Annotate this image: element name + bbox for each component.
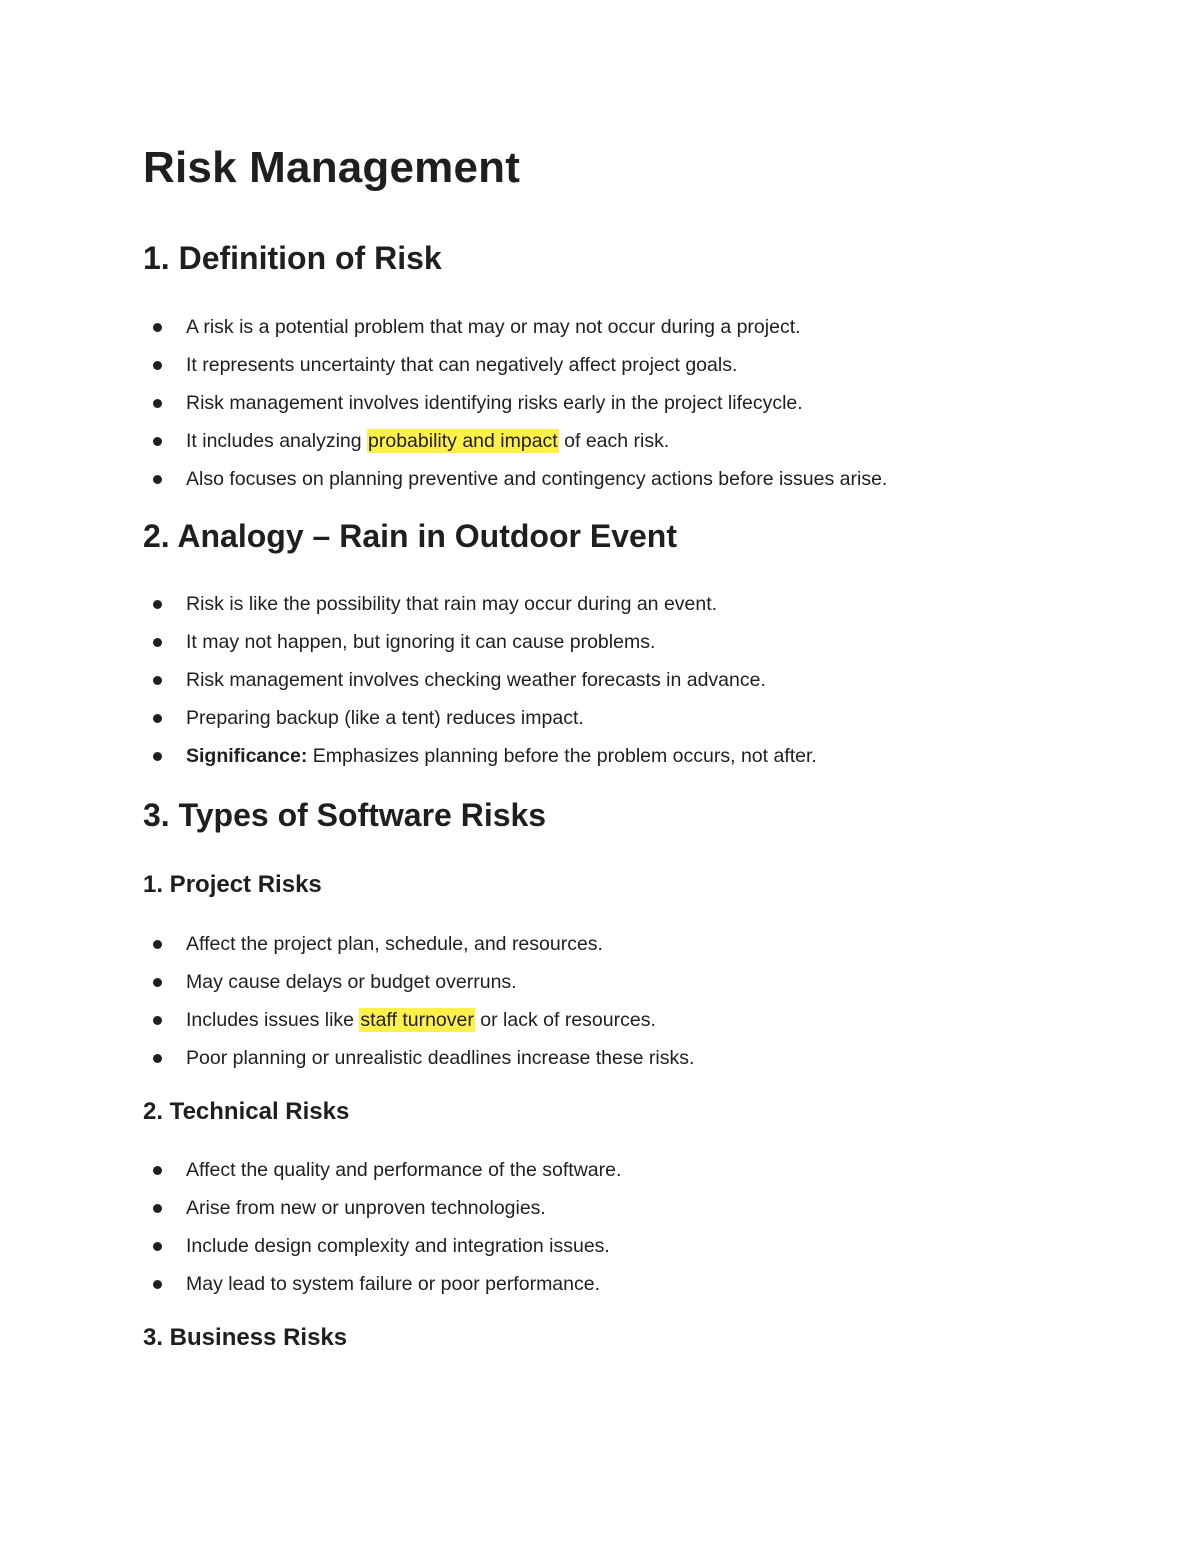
section-heading-definition: 1. Definition of Risk [143, 240, 442, 276]
bullet-icon [153, 1242, 162, 1251]
list-item: Arise from new or unproven technologies. [143, 1189, 1043, 1227]
section-heading-analogy: 2. Analogy – Rain in Outdoor Event [143, 518, 677, 554]
subsection-heading-project-risks: 1. Project Risks [143, 871, 322, 898]
highlighted-text: probability and impact [368, 430, 558, 452]
analogy-list [143, 585, 1043, 775]
bullet-icon [153, 940, 162, 949]
list-item: A risk is a potential problem that may or may not occur during a project. [143, 308, 1043, 346]
list-item: Poor planning or unrealistic deadlines increase these risks. [143, 1039, 1043, 1077]
list-item: Affect the project plan, schedule, and resources. [143, 925, 1043, 963]
subsection-heading-business-risks: 3. Business Risks [143, 1324, 348, 1351]
list-item: Preparing backup (like a tent) reduces impact. [143, 699, 1043, 737]
bullet-icon [153, 1280, 162, 1289]
list-item: Include design complexity and integration issues. [143, 1227, 1043, 1265]
list-item: May cause delays or budget overruns. [143, 963, 1043, 1001]
bullet-icon [153, 676, 162, 685]
bullet-icon [153, 361, 162, 370]
highlighted-text: staff turnover [360, 1009, 474, 1031]
bullet-icon [153, 600, 162, 609]
technical-risks-list [143, 1151, 1043, 1303]
bullet-icon [153, 978, 162, 987]
bullet-icon [153, 1166, 162, 1175]
project-risks-list [143, 925, 1043, 1077]
list-item: It represents uncertainty that can negatively affect project goals. [143, 346, 1043, 384]
list-item: Affect the quality and performance of the software. [143, 1151, 1043, 1189]
list-item: Risk management involves checking weather forecasts in advance. [143, 661, 1043, 699]
list-item: Significance: Emphasizes planning before the problem occurs, not after. [143, 737, 1043, 775]
list-item: Risk is like the possibility that rain may occur during an event. [143, 585, 1043, 623]
list-item: May lead to system failure or poor performance. [143, 1265, 1043, 1303]
list-item: Risk management involves identifying risks early in the project lifecycle. [143, 384, 1043, 422]
bullet-icon [153, 714, 162, 723]
bullet-icon [153, 437, 162, 446]
bullet-icon [153, 1016, 162, 1025]
bullet-icon [153, 399, 162, 408]
bullet-icon [153, 1204, 162, 1213]
definition-list [143, 308, 1043, 498]
list-item: Also focuses on planning preventive and contingency actions before issues arise. [143, 460, 1043, 498]
subsection-heading-technical-risks: 2. Technical Risks [143, 1098, 350, 1125]
list-item: It may not happen, but ignoring it can cause problems. [143, 623, 1043, 661]
list-item: Includes issues like staff turnover or lack of resources. [143, 1001, 1043, 1039]
significance-label: Significance: [186, 745, 308, 767]
bullet-icon [153, 1054, 162, 1063]
list-item: It includes analyzing probability and impact of each risk. [143, 422, 1043, 460]
bullet-icon [153, 323, 162, 332]
section-heading-types: 3. Types of Software Risks [143, 797, 547, 833]
bullet-icon [153, 475, 162, 484]
bullet-icon [153, 752, 162, 761]
page-title: Risk Management [143, 143, 521, 192]
bullet-icon [153, 638, 162, 647]
